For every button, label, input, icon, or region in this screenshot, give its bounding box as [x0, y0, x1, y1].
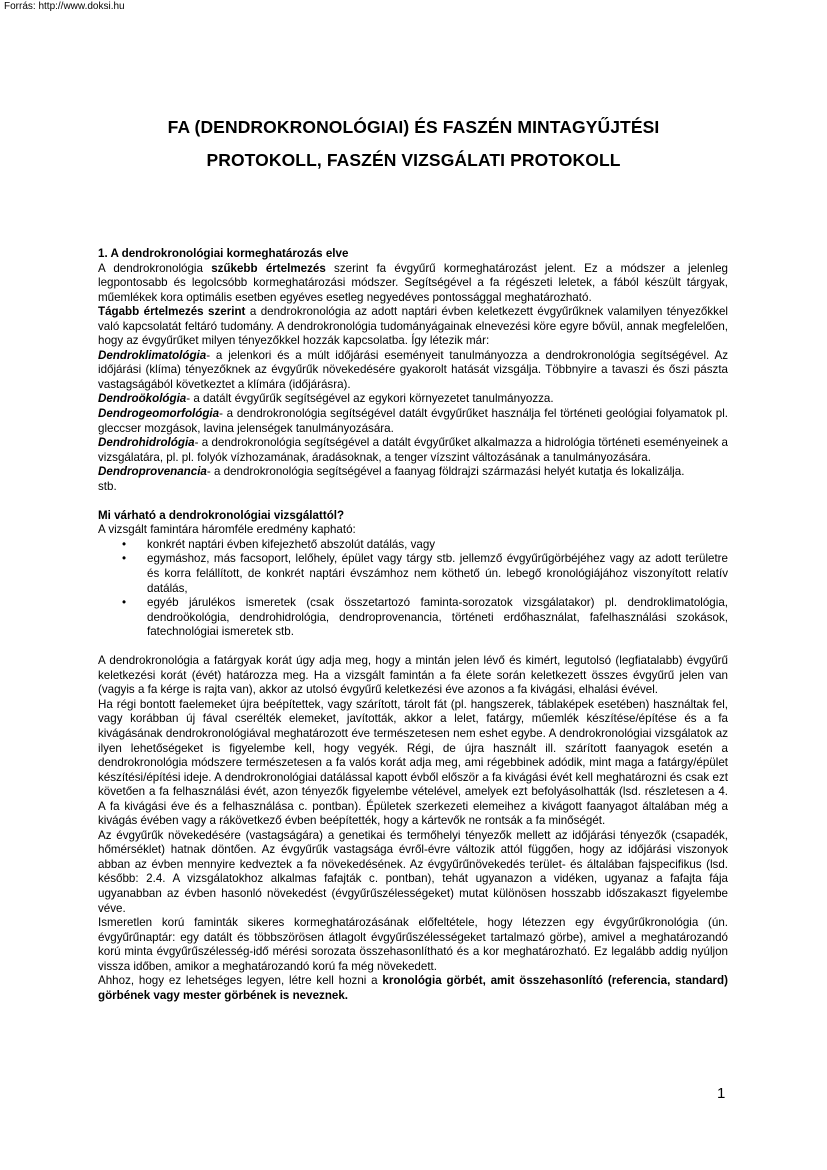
section-heading: Mi várható a dendrokronológiai vizsgálattól?	[98, 508, 345, 522]
term-text: - a dendrokronológia segítségével a datált évgyűrűket alkalmazza a hidrológia történeti eseményeinek a vizsgálatára, pl. pl. folyók vízhozamának, áradásoknak, a tenger vízszint változásának a tanulmányozására.	[98, 436, 728, 464]
paragraph	[98, 262, 728, 306]
document-body	[98, 247, 728, 1003]
document-title-line-1: FA (DENDROKRONOLÓGIAI) ÉS FASZÉN MINTAGYŰJTÉSI	[167, 117, 660, 137]
term-definition	[98, 407, 728, 436]
term-name: Dendroökológia	[98, 392, 187, 406]
paragraph: Az évgyűrűk növekedésére (vastagságára) a genetikai és termőhelyi tényezők mellett az időjárási tényezők (csapadék, hőmérséklet) hatnak döntően. Az évgyűrűk vastagsága évről-évre változik attól függően, hogy az időjárási viszonyok abban az évben mennyire kedveztek a fa növekedésének. Az évgyűrűnövekedés terület- és általában fajspecifikus (lsd. később: 2.4. A vizsgálatokhoz alkalmas fafajták c. pontban), tehát ugyanazon a vidéken, ugyanaz a fafajta fája ugyanabban az évben hasonló növekedést (évgyűrűszélességeket) mutat különösen hosszabb időszakaszt figyelembe véve.	[98, 828, 728, 915]
term-name: Dendrogeomorfológia	[98, 407, 220, 421]
term-name: Dendrohidrológia	[98, 436, 195, 450]
list-item	[98, 596, 728, 640]
page-number: 1	[717, 1085, 726, 1102]
bold-term: kronológia görbét, amit összehasonlító (referencia, standard) görbének vagy mester görbének is neveznek.	[98, 974, 728, 1002]
term-text: - a dendrokronológia segítségével a faanyag földrajzi származási helyét kutatja és lokalizálja.	[206, 465, 685, 479]
etc-line: stb.	[98, 479, 117, 493]
result-list	[98, 538, 728, 640]
term-text: - a jelenkori és a múlt időjárási eseményeit tanulmányozza a dendrokronológia segítségével. Az időjárási (klíma) tényezőknek az évgyűrűk növekedésére gyakorolt hatását vizsgálja. Többnyire a tavaszi és őszi pászta vastagságából következtet a klímára (időjárásra).	[98, 348, 728, 391]
list-item	[98, 538, 728, 553]
list-item-text: egymáshoz, más facsoport, lelőhely, épület vagy tárgy stb. jellemző évgyűrűgörbéjéhez vagy az adott területre és korra felállított, de konkrét naptári évszámhoz nem köthető ún. lebegő kronológiájához viszonyított relatív datálás,	[147, 552, 728, 595]
bold-term: Tágabb értelmezés szerint	[98, 305, 246, 319]
list-item	[98, 552, 728, 596]
bullet-icon: •	[122, 552, 127, 566]
bullet-icon: •	[122, 537, 127, 551]
term-name: Dendroprovenancia	[98, 465, 207, 479]
term-definition	[98, 392, 728, 407]
text: Ahhoz, hogy ez lehetséges legyen, létre kell hozni a	[98, 974, 383, 988]
list-item-text: egyéb járulékos ismeretek (csak összetartozó faminta-sorozatok vizsgálatakor) pl. dendroklimatológia, dendroökológia, dendrohidrológia, dendroprovenancia, történeti erdőhasználat, fafelhasználási szokások, fatechnológiai ismeretek stb.	[147, 596, 728, 639]
bold-term: szűkebb értelmezés	[211, 261, 326, 275]
bullet-icon: •	[122, 596, 127, 610]
paragraph: A dendrokronológia a fatárgyak korát úgy adja meg, hogy a mintán jelen lévő és kimért, legutolsó (legfiatalabb) évgyűrű keletkezési korát (évét) határozza meg. Ha a vizsgált famintán a fa élete során keletkezett összes évgyűrű jelen van (vagyis a fa kérge is rajta van), akkor az utolsó évgyűrű keletkezési éve azonos a fa kivágási, elhalási évével.	[98, 654, 728, 697]
text: A dendrokronológia	[98, 261, 212, 275]
section-heading: 1. A dendrokronológiai kormeghatározás elve	[98, 247, 349, 260]
term-name: Dendroklimatológia	[98, 348, 207, 362]
text: szerint fa évgyűrű kormeghatározást jelent. Ez a módszer a jelenleg legpontosabb és legolcsóbb kormeghatározási módszer. Segítségével a fa régészeti leletek, a fából készült tárgyak, műemlékek kora optimális esetben egyéves esetleg negyedéves pontossággal meghatározható.	[98, 261, 728, 304]
paragraph	[98, 974, 728, 1003]
paragraph	[98, 305, 728, 349]
paragraph: A vizsgált famintára háromféle eredmény kapható:	[98, 523, 356, 537]
paragraph: Ha régi bontott faelemeket újra beépítettek, vagy szárított, tárolt fát (pl. hangszerek, táblaképek esetében) használtak fel, vagy korábban új fával cserélték elemeket, javították, akkor a lelet, fatárgy, műemlék készítése/építése és a fa kivágásának dendrokronológiával meghatározott éve természetesen nem eshet egybe. A dendrokronológiai vizsgálatok az ilyen lehetőségeket is figyelembe kell, hogy vegyék. Régi, de újra használt ill. szárított faanyagok esetén a dendrokronológia módszere természetesen a fa valós korát adja meg, ami régebbinek adódik, mint maga a fatárgy/épület készítési/építési ideje. A dendrokronológiai datálással kapott évből először a fa kivágási évét kell meghatározni és csak ezt követően a fa felhasználási évét, azon tényezők figyelembe vételével, amelyek ezt befolyásolhatták (lsd. részletesen a 4. A fa kivágási éve és a felhasználása c. pontban). Épületek szerkezeti elemeihez a kivágott faanyagot általában még a kivágás évében vagy a rákövetkező évben beépítették, hogy a kártevők ne rontsák a fa minőségét.	[98, 697, 728, 828]
source-line: Forrás: http://www.doksi.hu	[4, 1, 125, 12]
term-definition	[98, 436, 728, 465]
term-text: - a dendrokronológia segítségével datált évgyűrűket használja fel történeti geológiai folyamatok pl. gleccser mozgások, lavina jelenségek tanulmányozására.	[98, 407, 728, 435]
text: a dendrokronológia az adott naptári évben keletkezett évgyűrűknek valamilyen tényezőkkel való kapcsolatát feltáró tudomány. A dendrokronológia tudományágainak elnevezési köre egyre bővül, annak megfelelően, hogy az évgyűrűket milyen tényezőkkel hozzák kapcsolatba. Így létezik már:	[98, 305, 728, 348]
list-item-text: konkrét naptári évben kifejezhető abszolút datálás, vagy	[147, 537, 436, 551]
paragraph: Ismeretlen korú faminták sikeres kormeghatározásának előfeltétele, hogy létezzen egy évgyűrűkronológia (ún. évgyűrűnaptár: egy datált és többszörösen átlagolt évgyűrűszélességeket tartalmazó görbe), amivel a meghatározandó korú minta évgyűrűszélesség-idő mérési sorozata összehasonlítható és a kor meghatározható. Ez legalább addig nyúljon vissza időben, amikor a meghatározandó korú fa még növekedett.	[98, 916, 728, 973]
term-definition	[98, 349, 728, 393]
term-definition	[98, 465, 728, 480]
document-title-line-2: PROTOKOLL, FASZÉN VIZSGÁLATI PROTOKOLL	[206, 150, 621, 170]
term-text: - a datált évgyűrűk segítségével az egykori környezetet tanulmányozza.	[186, 392, 554, 406]
